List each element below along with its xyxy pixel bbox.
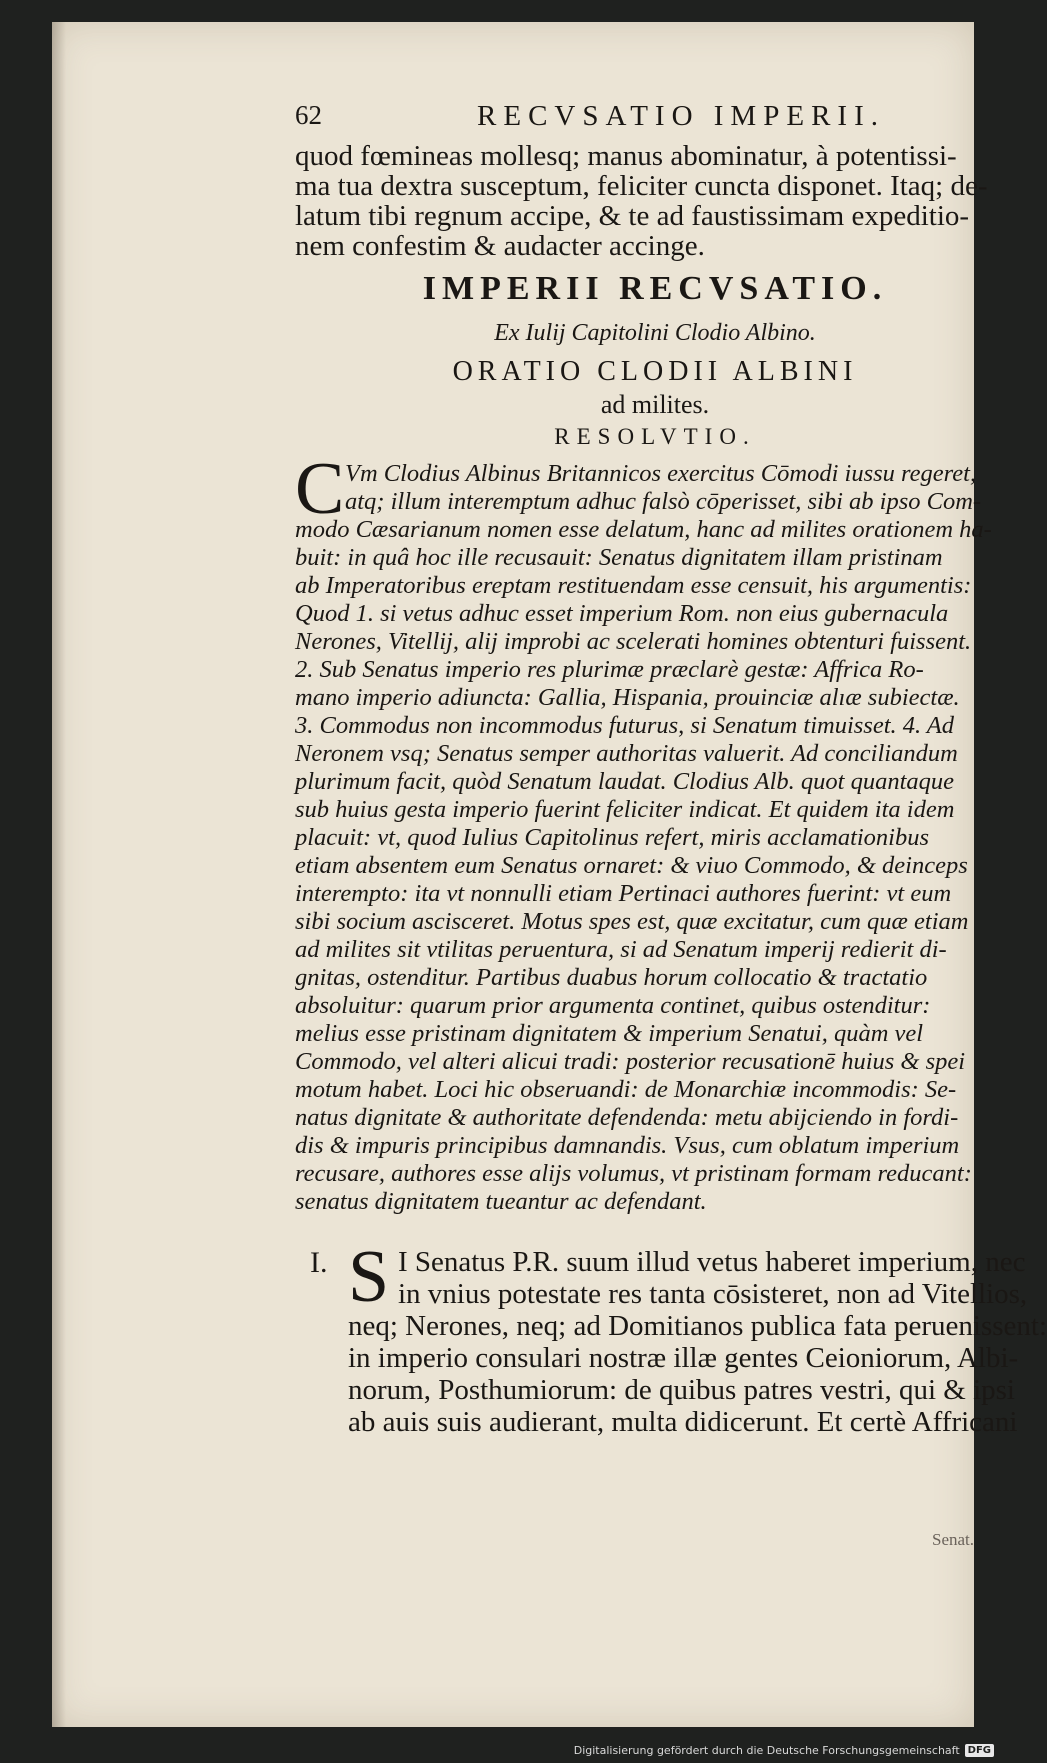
resolutio-line: Neronem vsq; Senatus semper authoritas valuerit. Ad conciliandum xyxy=(295,740,958,767)
resolutio-line: Quod 1. si vetus adhuc esset imperium Rom. non eius gubernacula xyxy=(295,600,949,627)
resolutio-line: atq; illum interemptum adhuc falsò cōperisset, sibi ab ipso Com- xyxy=(345,488,982,515)
section-title: IMPERII RECVSATIO. xyxy=(422,270,888,307)
page-header xyxy=(295,100,1015,140)
resolutio-line: Commodo, vel alteri alicui tradi: posterior recusationē huius & spei xyxy=(295,1048,966,1075)
oration-line: norum, Posthumiorum: de quibus patres vestri, qui & ipsi xyxy=(348,1374,1015,1406)
dfg-logo-icon: DFG xyxy=(965,1744,994,1757)
oration-line: in vnius potestate res tanta cōsisteret, non ad Vitellios, xyxy=(398,1278,1028,1310)
oration-line: I Senatus P.R. suum illud vetus haberet imperium, nec xyxy=(398,1246,1026,1278)
footer-credit: Digitalisierung gefördert durch die Deutsche Forschungsgemeinschaft xyxy=(573,1744,960,1757)
resolutio-line: recusare, authores esse alijs volumus, vt pristinam formam reducant: xyxy=(295,1160,972,1187)
running-title: RECVSATIO IMPERII. xyxy=(477,100,885,132)
resolutio-line: sibi socium ascisceret. Motus spes est, quæ excitatur, cum quæ etiam xyxy=(295,908,969,935)
resolutio-heading: RESOLVTIO. xyxy=(554,424,756,449)
oration-title: ORATIO CLODII ALBINI xyxy=(452,356,858,387)
intro-line: ma tua dextra susceptum, feliciter cuncta disponet. Itaq; de- xyxy=(295,170,988,202)
intro-line: quod fœmineas mollesq; manus abominatur, à potentissi- xyxy=(295,140,957,172)
resolutio-line: placuit: vt, quod Iulius Capitolinus refert, miris acclamationibus xyxy=(295,824,930,851)
resolutio-line: senatus dignitatem tueantur ac defendant. xyxy=(295,1188,707,1215)
resolutio-line: Vm Clodius Albinus Britannicos exercitus Cōmodi iussu regeret, xyxy=(345,460,977,487)
resolutio-line: dis & impuris principibus damnandis. Vsus, cum oblatum imperium xyxy=(295,1132,960,1159)
resolutio-line: natus dignitate & authoritate defendenda: metu abijciendo in fordi- xyxy=(295,1104,959,1131)
resolutio-line: buit: in quâ hoc ille recusauit: Senatus dignitatem illam pristinam xyxy=(295,544,943,571)
resolutio-line: modo Cæsarianum nomen esse delatum, hanc ad milites orationem ha- xyxy=(295,516,992,543)
source-note: Ex Iulij Capitolini Clodio Albino. xyxy=(494,320,816,346)
resolutio-line: ad milites sit vtilitas peruentura, si ad Senatum imperij redierit di- xyxy=(295,936,947,963)
book-page xyxy=(52,22,1047,1727)
intro-line: nem confestim & audacter accinge. xyxy=(295,230,705,262)
resolutio-line: melius esse pristinam dignitatem & imperium Senatui, quàm vel xyxy=(295,1020,924,1047)
marginal-number: I. xyxy=(310,1246,328,1279)
resolutio-line: ab Imperatoribus ereptam restituendam esse censuit, his argumentis: xyxy=(295,572,972,599)
oration-line: neq; Nerones, neq; ad Domitianos publica fata peruenissent: xyxy=(348,1310,1047,1342)
resolutio-line: 2. Sub Senatus imperio res plurimæ præclarè gestæ: Affrica Ro- xyxy=(295,656,924,683)
page-number: 62 xyxy=(295,100,322,130)
oration-subtitle: ad milites. xyxy=(600,390,710,419)
resolutio-line: Nerones, Vitellij, alij improbi ac scelerati homines obtenturi fuissent. xyxy=(295,628,972,655)
intro-line: latum tibi regnum accipe, & te ad faustissimam expeditio- xyxy=(295,200,970,232)
oration-dropcap: S xyxy=(348,1236,390,1318)
resolutio-line: mano imperio adiuncta: Gallia, Hispania, prouinciæ alıæ subiectæ. xyxy=(295,684,960,711)
resolutio-line: absoluitur: quarum prior argumenta continet, quibus ostenditur: xyxy=(295,992,931,1019)
resolutio-line: interempto: ita vt nonnulli etiam Pertinaci authores fuerint: vt eum xyxy=(295,880,952,907)
resolutio-line: gnitas, ostenditur. Partibus duabus horum collocatio & tractatio xyxy=(295,964,928,991)
digitization-footer xyxy=(574,1744,994,1757)
resolutio-line: plurimum facit, quòd Senatum laudat. Clodius Alb. quot quantaque xyxy=(295,768,954,795)
resolutio-line: sub huius gesta imperio fuerint feliciter indicat. Et quidem ita idem xyxy=(295,796,955,823)
catchword: Senat. xyxy=(932,1530,975,1549)
resolutio-line: 3. Commodus non incommodus futurus, si Senatum timuisset. 4. Ad xyxy=(295,712,955,739)
resolutio-dropcap: C xyxy=(295,448,345,530)
oration-line: in imperio consulari nostræ illæ gentes Ceioniorum, Albi- xyxy=(348,1342,1019,1374)
resolutio-line: etiam absentem eum Senatus ornaret: & viuo Commodo, & deinceps xyxy=(295,852,968,879)
resolutio-line: motum habet. Loci hic obseruandi: de Monarchiæ incommodis: Se- xyxy=(295,1076,957,1103)
oration-line: ab auis suis audierant, multa didicerunt. Et certè Affricani xyxy=(348,1406,1018,1438)
